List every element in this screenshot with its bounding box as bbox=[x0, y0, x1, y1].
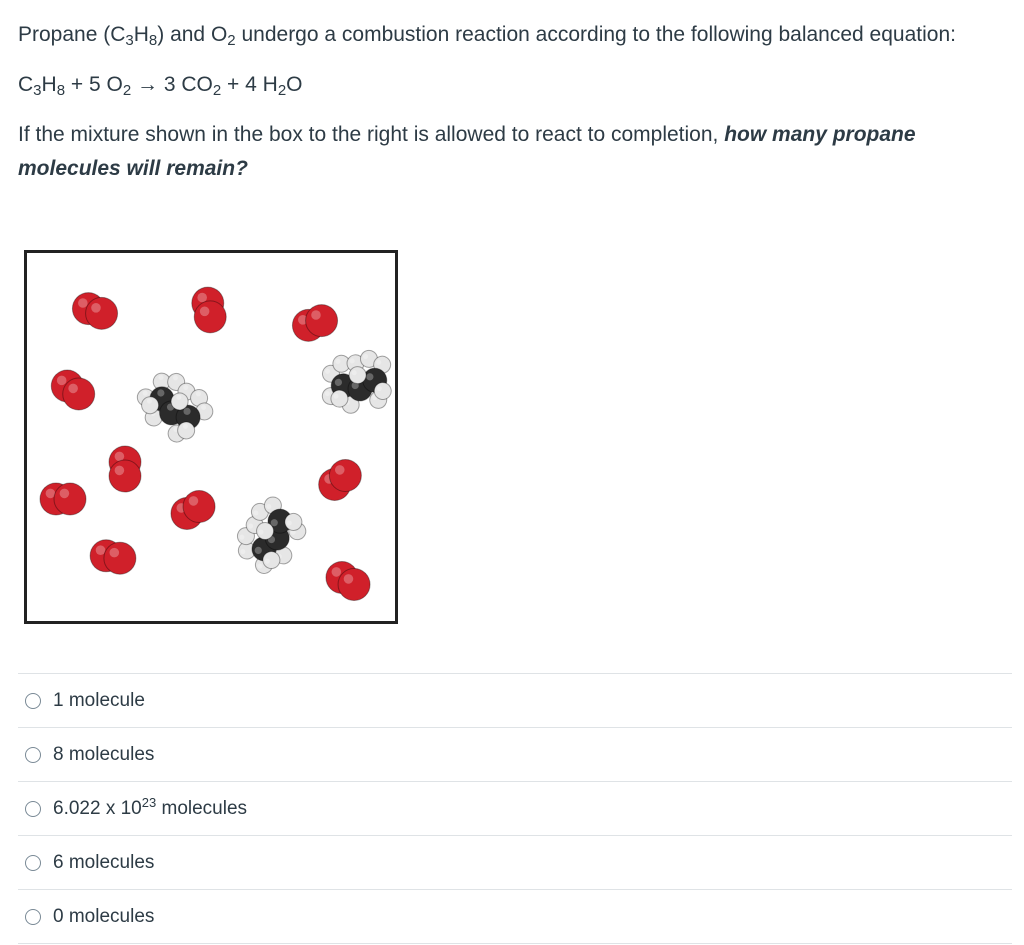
oxygen-molecule bbox=[72, 293, 117, 330]
answer-label: 0 molecules bbox=[53, 905, 155, 927]
eq-arrow-co2: → 3 CO bbox=[131, 73, 213, 96]
eq-h-sub: 8 bbox=[56, 82, 66, 99]
intro-text-h: H bbox=[133, 23, 149, 46]
atom-highlight bbox=[332, 567, 342, 577]
question-text bbox=[18, 18, 1008, 186]
atom-highlight bbox=[57, 376, 67, 386]
eq-o: O bbox=[286, 73, 303, 96]
atom-highlight bbox=[189, 496, 199, 506]
prompt-text: If the mixture shown in the box to the right is allowed to react to completion, bbox=[18, 123, 725, 146]
answer-option-4[interactable] bbox=[18, 836, 1012, 890]
atom-highlight bbox=[68, 384, 78, 394]
atom-highlight bbox=[91, 303, 101, 313]
eq-c-sub: 3 bbox=[33, 82, 42, 99]
answer-label: 8 molecules bbox=[53, 743, 155, 765]
oxygen-atom bbox=[329, 460, 361, 492]
answer-label bbox=[53, 794, 248, 820]
eq-co2-sub: 2 bbox=[212, 82, 222, 99]
atom-highlight bbox=[311, 310, 321, 320]
oxygen-atom bbox=[54, 483, 86, 515]
answer-option-2[interactable] bbox=[18, 728, 1012, 782]
oxygen-molecule bbox=[326, 562, 370, 601]
eq-o2: + 5 O bbox=[65, 73, 123, 96]
oxygen-molecule bbox=[51, 370, 94, 410]
radio-button[interactable] bbox=[25, 855, 41, 871]
radio-button[interactable] bbox=[25, 693, 41, 709]
oxygen-molecule bbox=[109, 446, 141, 492]
eq-c: C bbox=[18, 73, 34, 96]
oxygen-atom bbox=[183, 491, 215, 523]
answer-label-exponent: 23 bbox=[141, 794, 157, 810]
question-prompt bbox=[18, 118, 1008, 186]
answer-option-1[interactable] bbox=[18, 674, 1012, 728]
atom-highlight bbox=[60, 489, 70, 499]
oxygen-atom bbox=[109, 460, 141, 492]
question-intro bbox=[18, 18, 1008, 52]
oxygen-molecule bbox=[292, 305, 337, 342]
answer-label: 6 molecules bbox=[53, 851, 155, 873]
oxygen-atom bbox=[194, 301, 226, 333]
answer-option-5[interactable] bbox=[18, 890, 1012, 944]
molecule-mixture-box bbox=[24, 250, 398, 624]
oxygen-atom bbox=[104, 542, 136, 574]
atom-highlight bbox=[335, 465, 345, 475]
atom-highlight bbox=[109, 548, 119, 558]
propane-molecule bbox=[226, 490, 314, 583]
intro-text-3: undergo a combustion reaction according to the following balanced equation: bbox=[235, 23, 956, 46]
radio-button[interactable] bbox=[25, 747, 41, 763]
oxygen-molecule bbox=[90, 540, 136, 574]
prompt-emphasis: how many propane molecules will remain? bbox=[18, 123, 916, 180]
intro-subscript-h: 8 bbox=[148, 32, 158, 49]
oxygen-atom bbox=[306, 305, 338, 337]
balanced-equation bbox=[18, 68, 1008, 102]
intro-text-1: Propane (C bbox=[18, 23, 126, 46]
oxygen-molecule bbox=[171, 491, 215, 530]
eq-o2-sub: 2 bbox=[122, 82, 132, 99]
radio-button[interactable] bbox=[25, 801, 41, 817]
oxygen-molecule bbox=[319, 460, 362, 501]
eq-h2o-sub: 2 bbox=[277, 82, 287, 99]
answer-label-base: 6.022 x 10 bbox=[53, 797, 142, 819]
oxygen-atom bbox=[86, 297, 118, 329]
propane-molecule bbox=[316, 347, 395, 418]
oxygen-molecule bbox=[192, 287, 226, 333]
eq-h2: + 4 H bbox=[221, 73, 278, 96]
answer-label-suffix: molecules bbox=[156, 797, 248, 819]
intro-subscript-o: 2 bbox=[227, 32, 236, 49]
eq-h: H bbox=[41, 73, 57, 96]
atom-highlight bbox=[115, 466, 125, 476]
atom-highlight bbox=[197, 293, 207, 303]
oxygen-molecule bbox=[40, 483, 86, 515]
molecule-mixture-diagram bbox=[27, 253, 395, 621]
atom-highlight bbox=[344, 574, 354, 584]
propane-molecule bbox=[127, 361, 221, 451]
atom-highlight bbox=[200, 306, 210, 316]
radio-button[interactable] bbox=[25, 909, 41, 925]
oxygen-atom bbox=[63, 378, 95, 410]
oxygen-atom bbox=[338, 569, 370, 601]
intro-subscript-c: 3 bbox=[125, 32, 134, 49]
answer-option-3[interactable] bbox=[18, 782, 1012, 836]
intro-text-2: ) and O bbox=[157, 23, 228, 46]
atom-highlight bbox=[96, 545, 106, 555]
answer-options bbox=[18, 673, 1012, 944]
atom-highlight bbox=[78, 298, 88, 308]
answer-label: 1 molecule bbox=[53, 689, 145, 711]
